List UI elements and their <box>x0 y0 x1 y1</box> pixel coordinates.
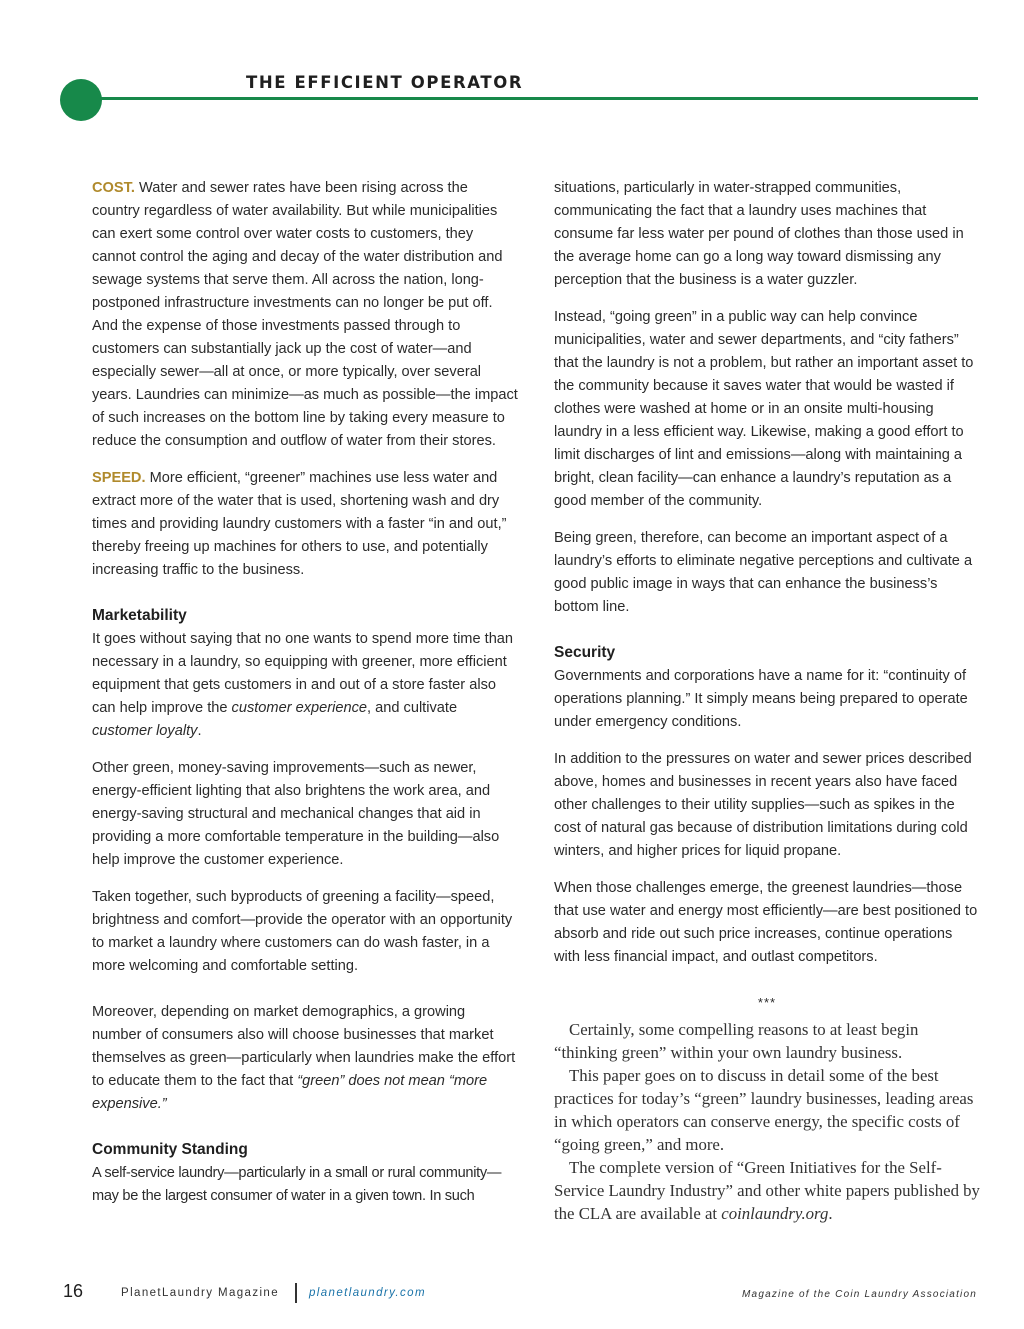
community-heading: Community Standing <box>92 1141 248 1158</box>
magazine-name: PlanetLaundry Magazine <box>121 1287 280 1299</box>
m1-emphasis-1: customer experience <box>231 700 368 716</box>
website-link: coinlaundry.org <box>721 1204 829 1223</box>
right-column <box>554 177 980 1225</box>
right-paragraph-3: Being green, therefore, can become an important aspect of a laundry’s efforts to eliminate negative perceptions and cultivate a good public image in ways that can enhance the business’s bottom line. <box>554 530 973 615</box>
marketability-paragraph-4 <box>92 1001 518 1116</box>
security-paragraph-3: When those challenges emerge, the greenest laundries—those that use water and energy most efficiently—are best positioned to absorb and ride out such price increases, continue operations with less financial impact, and outlast competitors. <box>554 880 978 965</box>
cost-paragraph <box>92 177 518 453</box>
closing-paragraph-2: This paper goes on to discuss in detail some of the best practices for today’s “green” laundry businesses, leading areas in which operators can conserve energy, the specific costs of “going green,” and more. <box>554 1066 974 1154</box>
m4-text: Moreover, depending on market demographics, a growing number of consumers also will choose businesses that market themselves as green—particularly when laundries make the effort to educate them to the fact that <box>92 1004 516 1089</box>
left-column <box>92 177 518 1222</box>
cost-text: Water and sewer rates have been rising across the country regardless of water availability. But while municipalities can exert some control over water costs to customers, they cannot control the aging and decay of the water distribution and sewage systems that serve them. All across the nation, long-postponed infrastructure investments can no longer be put off. And the expense of those investments passed through to customers can substantially jack up the cost of water—and especially sewer—all at once, or more typically, over several years. Laundries can minimize—as much as possible—the impact of such increases on the bottom line by taking every measure to reduce the consumption and outflow of water from their stores. <box>92 180 518 449</box>
m1-text-c: . <box>197 723 202 739</box>
c3-text: The complete version of “Green Initiatives for the Self-Service Laundry Industry” and other white papers published by the CLA are available at <box>554 1158 980 1223</box>
m1-text-b: , and cultivate <box>367 700 458 716</box>
m1-emphasis-2: customer loyalty <box>92 723 198 739</box>
community-paragraph: A self-service laundry—particularly in a small or rural community—may be the largest consumer of water in a given town. In such <box>92 1165 502 1204</box>
footer-divider <box>295 1283 297 1303</box>
page-number: 16 <box>63 1281 84 1301</box>
marketability-paragraph-3: Taken together, such byproducts of greening a facility—speed, brightness and comfort—provide the operator with an opportunity to market a laundry where customers can do wash faster, in a more welcoming and comfortable setting. <box>92 889 513 974</box>
speed-lead: SPEED. <box>92 470 146 486</box>
right-paragraph-1: situations, particularly in water-strapped communities, communicating the fact that a laundry uses machines that consume far less water per pound of clothes than those used in the average home can go a long way toward dismissing any perception that the business is a water guzzler. <box>554 180 964 288</box>
right-paragraph-2: Instead, “going green” in a public way can help convince municipalities, water and sewer departments, and “city fathers” that the laundry is not a problem, but rather an important asset to the community because it saves water that would be wasted if clothes were washed at home or in an onsite multi-housing laundry in a less efficient way. Likewise, making a good effort to limit discharges of lint and emissions—along with maintaining a bright, clean facility—can enhance a laundry’s reputation as a good member of the community. <box>554 309 974 509</box>
speed-text: More efficient, “greener” machines use less water and extract more of the water that is used, shortening wash and dry times and providing laundry customers with a faster “in and out,” thereby freeing up machines for others to use, and potentially increasing traffic to the business. <box>92 470 507 578</box>
speed-paragraph <box>92 467 518 582</box>
header-rule <box>80 97 978 100</box>
cost-lead: COST. <box>92 180 135 196</box>
association-tagline: Magazine of the Coin Laundry Association <box>742 1289 977 1300</box>
security-paragraph-1: Governments and corporations have a name for it: “continuity of operations planning.” It simply means being prepared to operate under emergency conditions. <box>554 668 968 730</box>
marketability-paragraph-2: Other green, money-saving improvements—such as newer, energy-efficient lighting that also brightens the work area, and energy-saving structural and mechanical changes that aid in providing a more comfortable temperature in the building—also help improve the customer experience. <box>92 760 500 868</box>
c3-end: . <box>828 1204 833 1223</box>
closing-paragraph-1: Certainly, some compelling reasons to at least begin “thinking green” within your own laundry business. <box>554 1020 919 1062</box>
header-dot <box>60 79 102 121</box>
security-heading: Security <box>554 644 616 661</box>
marketability-paragraph-1 <box>92 628 518 743</box>
closing-block <box>554 1018 980 1225</box>
closing-paragraph-3 <box>554 1156 980 1225</box>
m4-emphasis: “green” does not mean “more expensive.” <box>92 1073 488 1112</box>
marketability-heading: Marketability <box>92 607 187 624</box>
magazine-url: planetlaundry.com <box>309 1287 426 1299</box>
security-paragraph-2: In addition to the pressures on water and sewer prices described above, homes and businesses in recent years also have faced other challenges to their utility supplies—such as spikes in the cost of natural gas because of distribution limitations during cold winters, and higher prices for liquid propane. <box>554 751 972 859</box>
section-title: THE EFFICIENT OPERATOR <box>246 73 524 92</box>
section-break: *** <box>757 995 777 1010</box>
m1-text-a: It goes without saying that no one wants to spend more time than necessary in a laundry, so equipping with greener, more efficient equipment that gets customers in and out of a store faster also can help improve the <box>92 631 514 716</box>
